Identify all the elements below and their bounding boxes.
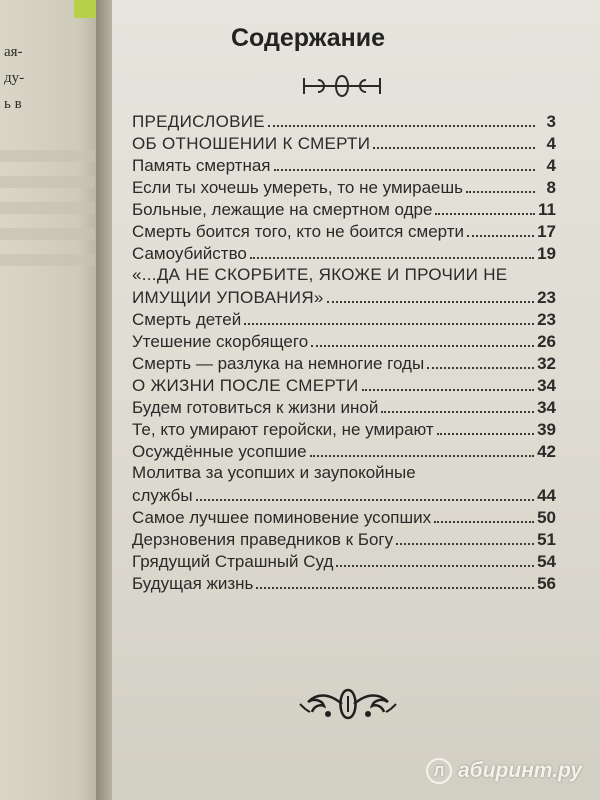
table-of-contents	[132, 110, 556, 594]
toc-entry-title: Смерть боится того, кто не боится смерти	[132, 222, 465, 241]
labirint-logo-icon: Л	[426, 758, 452, 784]
toc-entry	[132, 198, 556, 220]
left-page-fragment: ду-	[4, 70, 25, 86]
toc-entry	[132, 308, 556, 330]
dot-leader	[396, 528, 534, 545]
toc-entry-title: Будем готовиться к жизни иной	[132, 398, 379, 417]
toc-entry-page: 11	[538, 200, 556, 219]
dot-leader	[466, 176, 535, 193]
faded-text-line	[0, 254, 95, 266]
toc-entry-title: Утешение скорбящего	[132, 332, 309, 351]
dot-leader	[196, 484, 534, 501]
watermark-text: абиринт.ру	[457, 759, 582, 782]
toc-entry-page: 50	[537, 508, 556, 527]
toc-entry-page: 44	[537, 486, 556, 505]
toc-entry-title: Больные, лежащие на смертном одре	[132, 200, 433, 219]
toc-entry	[132, 550, 556, 572]
toc-entry-title: Смерть детей	[132, 310, 242, 329]
toc-entry-page: 17	[537, 222, 556, 241]
dot-leader	[250, 242, 534, 259]
labirint-watermark	[426, 758, 582, 784]
toc-entry	[132, 440, 556, 462]
toc-entry-page: 19	[537, 244, 556, 263]
dot-leader	[362, 374, 535, 391]
toc-entry-page: 54	[537, 552, 556, 571]
toc-entry-page: 42	[537, 442, 556, 461]
faded-text-line	[0, 150, 95, 162]
toc-entry-title: Смерть — разлука на немногие годы	[132, 354, 425, 373]
dot-leader	[274, 154, 536, 171]
faded-text-line	[0, 202, 95, 214]
dot-leader	[256, 572, 534, 589]
toc-entry-page: 34	[537, 398, 556, 417]
toc-entry-page: 26	[537, 332, 556, 351]
toc-entry-title: «...ДА НЕ СКОРБИТЕ, ЯКОЖЕ И ПРОЧИИ НЕ	[132, 265, 508, 284]
dot-leader	[311, 330, 534, 347]
toc-entry	[132, 418, 556, 440]
dot-leader	[336, 550, 534, 567]
toc-entry-title: Самое лучшее поминовение усопших	[132, 508, 432, 527]
dot-leader	[310, 440, 534, 457]
toc-entry-title: службы	[132, 486, 193, 505]
toc-entry	[132, 330, 556, 352]
toc-entry	[132, 374, 556, 396]
toc-entry	[132, 264, 556, 286]
toc-entry-title: Память смертная	[132, 156, 271, 175]
toc-entry-page: 4	[546, 134, 556, 153]
toc-entry-title: Дерзновения праведников к Богу	[132, 530, 394, 549]
dot-leader	[435, 198, 535, 215]
toc-entry-title: О ЖИЗНИ ПОСЛЕ СМЕРТИ	[132, 376, 359, 395]
toc-entry	[132, 506, 556, 528]
toc-entry-title: Будущая жизнь	[132, 574, 254, 593]
toc-entry	[132, 286, 556, 308]
toc-entry-title: Молитва за усопших и заупокойные	[132, 463, 416, 482]
toc-entry	[132, 110, 556, 132]
toc-entry-title: ПРЕДИСЛОВИЕ	[132, 112, 265, 131]
toc-entry	[132, 154, 556, 176]
toc-entry-page: 32	[537, 354, 556, 373]
toc-entry-title: ИМУЩИИ УПОВАНИЯ»	[132, 288, 324, 307]
toc-entry	[132, 396, 556, 418]
toc-entry-page: 56	[537, 574, 556, 593]
toc-entry-title: Осуждённые усопшие	[132, 442, 307, 461]
ornament-icon	[300, 72, 384, 100]
toc-entry-title: Грядущий Страшный Суд	[132, 552, 334, 571]
dot-leader	[244, 308, 534, 325]
toc-entry	[132, 572, 556, 594]
toc-entry	[132, 528, 556, 550]
toc-entry	[132, 132, 556, 154]
toc-entry	[132, 176, 556, 198]
toc-entry-page: 8	[546, 178, 556, 197]
toc-entry-page: 23	[537, 288, 556, 307]
toc-entry-title: Если ты хочешь умереть, то не умираешь	[132, 178, 464, 197]
toc-entry	[132, 484, 556, 506]
page-title: Содержание	[230, 24, 386, 52]
toc-entry-title: ОБ ОТНОШЕНИИ К СМЕРТИ	[132, 134, 371, 153]
dot-leader	[268, 110, 535, 127]
faded-text-line	[0, 228, 95, 240]
toc-entry-title: Самоубийство	[132, 244, 247, 263]
toc-entry-page: 23	[537, 310, 556, 329]
toc-entry	[132, 220, 556, 242]
toc-entry-page: 39	[537, 420, 556, 439]
ornament-icon	[298, 684, 398, 724]
dot-leader	[434, 506, 534, 523]
toc-entry	[132, 352, 556, 374]
toc-entry	[132, 242, 556, 264]
toc-entry-title: Те, кто умирают геройски, не умирают	[132, 420, 434, 439]
dot-leader	[437, 418, 534, 435]
dot-leader	[467, 220, 534, 237]
dot-leader	[373, 132, 535, 149]
left-page-fragment: ая-	[4, 44, 23, 60]
faded-text-line	[0, 176, 95, 188]
toc-entry-page: 51	[537, 530, 556, 549]
toc-entry	[132, 462, 556, 484]
dot-leader	[327, 286, 534, 303]
toc-entry-page: 34	[537, 376, 556, 395]
dot-leader	[381, 396, 534, 413]
left-page-fragment: ь в	[4, 96, 22, 112]
toc-entry-page: 3	[546, 112, 556, 131]
dot-leader	[427, 352, 534, 369]
toc-entry-page: 4	[546, 156, 556, 175]
